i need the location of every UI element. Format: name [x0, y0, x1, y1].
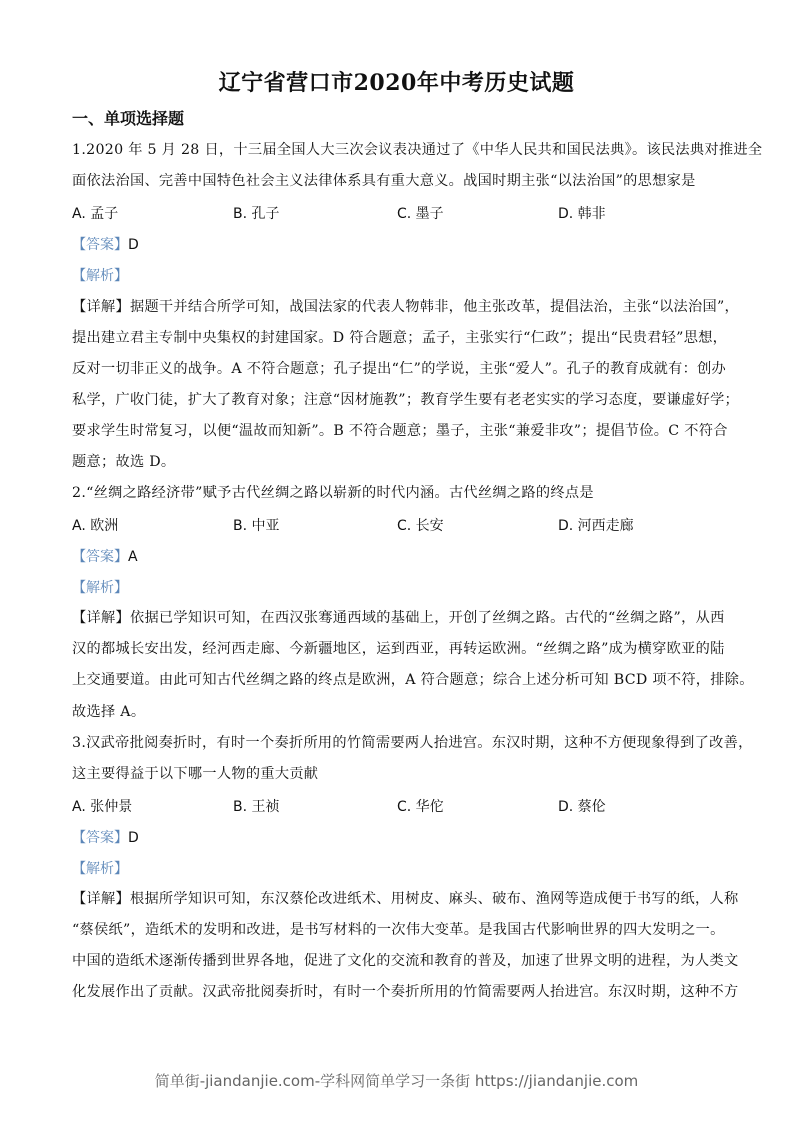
- question-2-stem-line: 2.“丝绸之路经济带”赋予古代丝绸之路以崭新的时代内涵。古代丝绸之路的终点是: [72, 485, 594, 501]
- section-heading: 一、单项选择题: [72, 109, 185, 128]
- question-2-analysis-label: [72, 577, 128, 597]
- question-3-option-a: A. 张仲景: [72, 799, 133, 815]
- question-1-detail-line: 题意；故选 D。: [72, 454, 176, 470]
- question-3-option-b: B. 王祯: [233, 799, 280, 815]
- question-1-stem-line: 面依法治国、完善中国特色社会主义法律体系具有重大意义。战国时期主张“以法治国”的思想家是: [72, 173, 696, 189]
- question-1-option-c: C. 墨子: [397, 206, 444, 222]
- answer-label: 【答案】: [72, 237, 128, 253]
- question-1-detail-line: 要求学生时常复习，以便“温故而知新”。B 不符合题意；墨子，主张“兼爱非攻”；提倡节俭。C 不符合: [72, 423, 728, 439]
- question-2-option-d: D. 河西走廊: [558, 518, 634, 534]
- analysis-label: 【解析】: [72, 268, 128, 284]
- question-1-detail-line: 【详解】据题干并结合所学可知，战国法家的代表人物韩非，他主张改革，提倡法治，主张“以法治国”，: [72, 299, 740, 315]
- question-2-detail-line: 上交通要道。由此可知古代丝绸之路的终点是欧洲，A 符合题意；综合上述分析可知 BCD 项不符，排除。: [72, 672, 754, 688]
- question-3-detail-line: “蔡侯纸”，造纸术的发明和改进，是书写材料的一次伟大变革。是我国古代影响世界的四大发明之一。: [72, 922, 725, 938]
- question-1-stem-line: 1.2020 年 5 月 28 日，十三届全国人大三次会议表决通过了《中华人民共和国民法典》。该民法典对推进全: [72, 142, 763, 158]
- answer-value: D: [128, 237, 139, 253]
- question-3-detail-line: 中国的造纸术逐渐传播到世界各地，促进了文化的交流和教育的普及，加速了世界文明的进程，为人类文: [72, 953, 739, 969]
- question-2-detail-line: 汉的都城长安出发，经河西走廊、今新疆地区，运到西亚，再转运欧洲。“丝绸之路”成为横穿欧亚的陆: [72, 641, 725, 657]
- question-1-option-a: A. 孟子: [72, 206, 119, 222]
- question-2-option-c: C. 长安: [397, 518, 444, 534]
- question-2-option-b: B. 中亚: [233, 518, 280, 534]
- analysis-label: 【解析】: [72, 861, 128, 877]
- question-1-option-b: B. 孔子: [233, 206, 280, 222]
- question-2-answer: [72, 546, 138, 566]
- footer-watermark: 简单街-jiandanjie.com-学科网简单学习一条街 https://jiandanjie.com: [154, 1072, 639, 1090]
- question-1-analysis-label: [72, 265, 128, 285]
- question-3-stem-line: 这主要得益于以下哪一人物的重大贡献: [72, 766, 319, 782]
- question-2-detail-line: 【详解】依据已学知识可知，在西汉张骞通西域的基础上，开创了丝绸之路。古代的“丝绸之路”，从西: [72, 610, 725, 626]
- question-3-option-c: C. 华佗: [397, 799, 444, 815]
- answer-label: 【答案】: [72, 549, 128, 565]
- question-3-detail-line: 【详解】根据所学知识可知，东汉蔡伦改进纸术、用树皮、麻头、破布、渔网等造成便于书写的纸，人称: [72, 891, 739, 907]
- answer-value: D: [128, 830, 139, 846]
- question-3-answer: [72, 827, 139, 847]
- question-2-option-a: A. 欧洲: [72, 518, 119, 534]
- question-1-detail-line: 提出建立君主专制中央集权的封建国家。D 符合题意；孟子，主张实行“仁政”；提出“民贵君轻”思想，: [72, 330, 728, 346]
- answer-label: 【答案】: [72, 830, 128, 846]
- question-1-detail-line: 反对一切非正义的战争。A 不符合题意；孔子提出“仁”的学说，主张“爱人”。孔子的教育成就有：创办: [72, 361, 727, 377]
- question-3-option-d: D. 蔡伦: [558, 799, 606, 815]
- question-3-analysis-label: [72, 858, 128, 878]
- question-3-stem-line: 3.汉武帝批阅奏折时，有时一个奏折所用的竹简需要两人抬进宫。东汉时期，这种不方便现象得到了改善，: [72, 735, 753, 751]
- question-3-detail-line: 化发展作出了贡献。汉武帝批阅奏折时，有时一个奏折所用的竹简需要两人抬进宫。东汉时期，这种不方: [72, 984, 739, 1000]
- answer-value: A: [128, 549, 138, 565]
- question-1-answer: [72, 234, 139, 254]
- question-1-detail-line: 私学，广收门徒，扩大了教育对象；注意“因材施教”；教育学生要有老老实实的学习态度，要谦虚好学；: [72, 392, 740, 408]
- question-1-option-d: D. 韩非: [558, 206, 606, 222]
- analysis-label: 【解析】: [72, 580, 128, 596]
- question-2-detail-line: 故选择 A。: [72, 704, 146, 720]
- page-title: 辽宁省营口市2020年中考历史试题: [218, 70, 575, 96]
